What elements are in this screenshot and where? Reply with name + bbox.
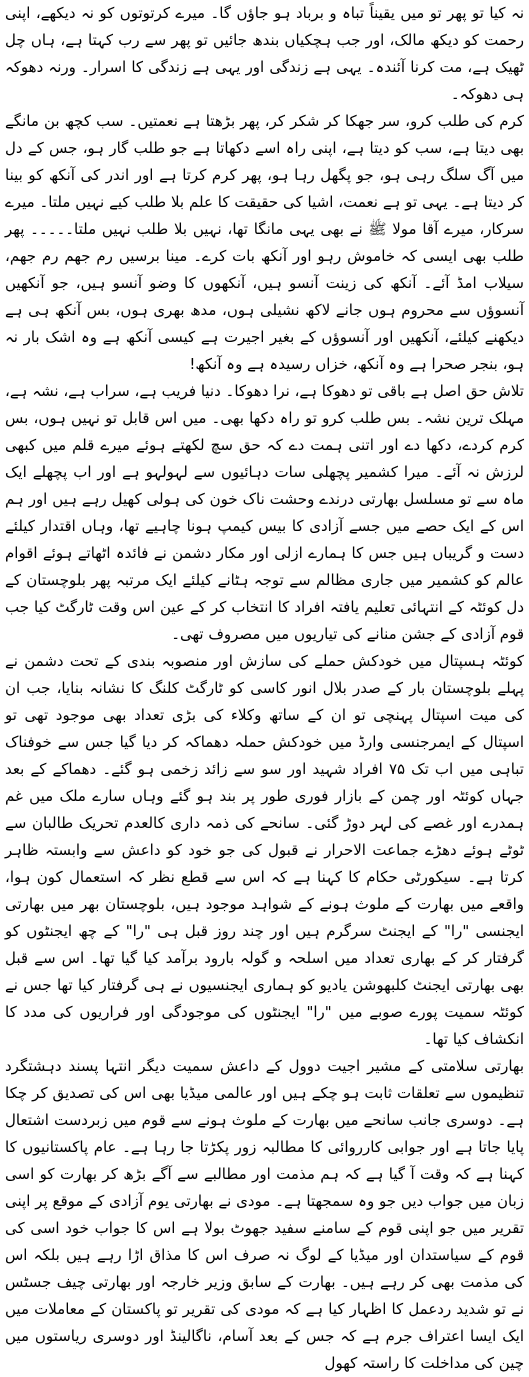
article-paragraph-5: بھارتی سلامتی کے مشیر اجیت دوول کے داعش سمیت دیگر انتہا پسند دہشتگرد تنظیموں سے تعلقات ثابت ہو چکے ہیں اور عالمی میڈیا بھی اس کی تصدیق کر چکا ہے۔ دوسری جانب سانحے میں بھارت کے ملوث ہونے سے قوم میں زبردست اشتعال پایا جاتا ہے اور جوابی کارروائی کا مطالبہ زور پکڑتا جا رہا ہے۔ عام پاکستانیوں کا کہنا ہے کہ وقت آ گیا ہے کہ ہم مذمت اور مطالبے سے آگے بڑھ کر بھارت کو اسی زبان میں جواب دیں جو وہ سمجھتا ہے۔ مودی نے بھارتی یوم آزادی کے موقع پر اپنی تقریر میں جو اپنی قوم کے سامنے سفید جھوٹ بولا ہے اس کا جواب خود اسی کی قوم کے سیاستدان اور میڈیا کے لوگ نہ صرف اس کا مذاق اڑا رہے ہیں بلکہ اس کی مذمت بھی کر رہے ہیں۔ بھارت کے سابق وزیر خارجہ اور بھارتی چیف جسٹس نے تو شدید ردعمل کا اظہار کیا ہے کہ مودی کی تقریر تو پاکستان کے معاملات میں ایک ایسا اعتراف جرم ہے کہ جس کے بعد آسام، ناگالینڈ اور دوسری ریاستوں میں چین کی مداخلت کا راستہ کھول bbox=[5, 1057, 524, 1372]
article-paragraph-3: تلاش حق اصل ہے باقی تو دھوکا ہے، نرا دھوکا۔ دنیا فریب ہے، سراب ہے، نشہ ہے، مہلک ترین نشہ۔ بس طلب کرو تو راہ دکھا بھی۔ میں اس قابل تو نہیں ہوں، بس کرم کردے، دکھا دے اور اتنی ہمت دے کہ حق سچ لکھتے ہوئے میرے قلم میں کبھی لرزش نہ آئے۔ میرا کشمیر پچھلی سات دہائیوں سے لہولہو ہے اور اب پچھلے ایک ماہ سے تو مسلسل بھارتی درندے وحشت ناک خون کی ہولی کھیل رہے ہیں اور ہم اس کے ایک حصے میں جسے آزادی کا بیس کیمپ ہونا چاہیے تھا، وہاں اقتدار کیلئے دست و گریباں ہیں جس کا ہمارے ازلی اور مکار دشمن نے فائدہ اٹھاتے ہوئے اقوام عالم کو کشمیر میں جاری مظالم سے توجہ ہٹانے کیلئے ایک مرتبہ پھر بلوچستان کے دل کوئٹہ کے انتہائی تعلیم یافتہ افراد کا انتخاب کر کے عین اس وقت ٹارگٹ کیا جب قوم آزادی کے جشن منانے کی تیاریوں میں مصروف تھی۔ bbox=[5, 382, 524, 643]
article-paragraph-4: کوئٹہ ہسپتال میں خودکش حملے کی سازش اور منصوبہ بندی کے تحت دشمن نے پہلے بلوچستان بار کے صدر بلال انور کاسی کو ٹارگٹ کلنگ کا نشانہ بنایا، جب ان کی میت اسپتال پہنچی تو ان کے ساتھ وکلاء کی بڑی تعداد بھی موجود تھی تو اسپتال کے ایمرجنسی وارڈ میں خودکش حملہ دھماکہ کر دیا گیا جس سے خوفناک تباہی میں اب تک ۷۵ افراد شہید اور سو سے زائد زخمی ہو گئے۔ دھماکے کے بعد جہاں کوئٹہ اور چمن کے بازار فوری طور پر بند ہو گئے وہاں سارے ملک میں غم ہمدرے اور غصے کی لہر دوڑ گئی۔ سانحے کی ذمہ داری کالعدم تحریک طالبان سے ٹوٹے ہوئے دھڑے جماعت الاحرار نے قبول کی جو خود کو داعش سے وابستہ ظاہر کرتا ہے۔ سیکورٹی حکام کا کہنا ہے کہ اس سے قطع نظر کہ استعمال کون ہوا، واقعے میں بھارت کے ملوث ہونے کے شواہد موجود ہیں، بلوچستان بھر میں بھارتی ایجنسی "را" کے ایجنٹ سرگرم ہیں اور چند روز قبل ہی "را" کے چھ ایجنٹوں کو گرفتار کر کے بھاری تعداد میں اسلحہ و گولہ بارود برآمد کیا گیا تھا۔ اس سے قبل بھی بھارتی ایجنٹ کلبھوشن یادیو کو ہماری ایجنسیوں نے ہی گرفتار کیا تھا جس نے کوئٹہ سمیت پورے صوبے میں "را" ایجنٹوں کی موجودگی اور فراریوں کی مدد کا انکشاف کیا تھا۔ bbox=[5, 652, 524, 1048]
article-paragraph-1: نہ کیا تو پھر تو میں یقیناً تباہ و برباد ہو جاؤں گا۔ میرے کرتوتوں کو نہ دیکھے، اپنی رحمت کو دیکھ مالک، اور جب ہچکیاں بندھ جائیں تو پھر سے رب کہتا ہے، ہاں چل ٹھیک ہے، مت کرنا آئندہ۔ یہی ہے زندگی اور یہی ہے زندگی کا اسرار۔ ورنہ دھوکہ ہی دھوکہ۔ bbox=[5, 4, 524, 103]
article-paragraph-2: کرم کی طلب کرو، سر جھکا کر شکر کر، پھر بڑھتا ہے نعمتیں۔ سب کچھ بن مانگے بھی دیتا ہے، سب کو دیتا ہے، اپنی راہ اسے دکھاتا ہے جو طلب گار ہو، جس کے دل میں آگ سلگ رہی ہو، جو پگھل رہا ہو، پھر کرم کرتا ہے اور اندر کی آنکھ کو بینا کر دیتا ہے۔ یہی تو ہے نعمت، اشیا کی حقیقت کا علم بلا طلب کیے نہیں ملتا۔ میرے سرکار، میرے آقا مولا ﷺ نے بھی یہی مانگا تھا، نہیں بلا طلب نہیں ملتا۔۔۔۔۔ پھر طلب بھی ایسی کہ خاموش رہو اور آنکھ بات کرے۔ مینا برسیں رم جھم رم جھم، سیلاب امڈ آئے۔ آنکھ کی زینت آنسو ہیں، آنکھوں کا وضو آنسو ہیں، جو آنکھیں آنسوؤں سے محروم ہوں جانے لاکھ نشیلی ہوں، مدھ بھری ہوں، بس آنکھ ہی ہے دیکھنے کیلئے، آنکھیں اور آنسوؤں کے بغیر اجیرت ہے کیسی آنکھ ہے وہ اشک بار نہ ہو، بنجر صحرا ہے وہ آنکھ، خزاں رسیدہ ہے وہ آنکھ! bbox=[5, 112, 524, 373]
